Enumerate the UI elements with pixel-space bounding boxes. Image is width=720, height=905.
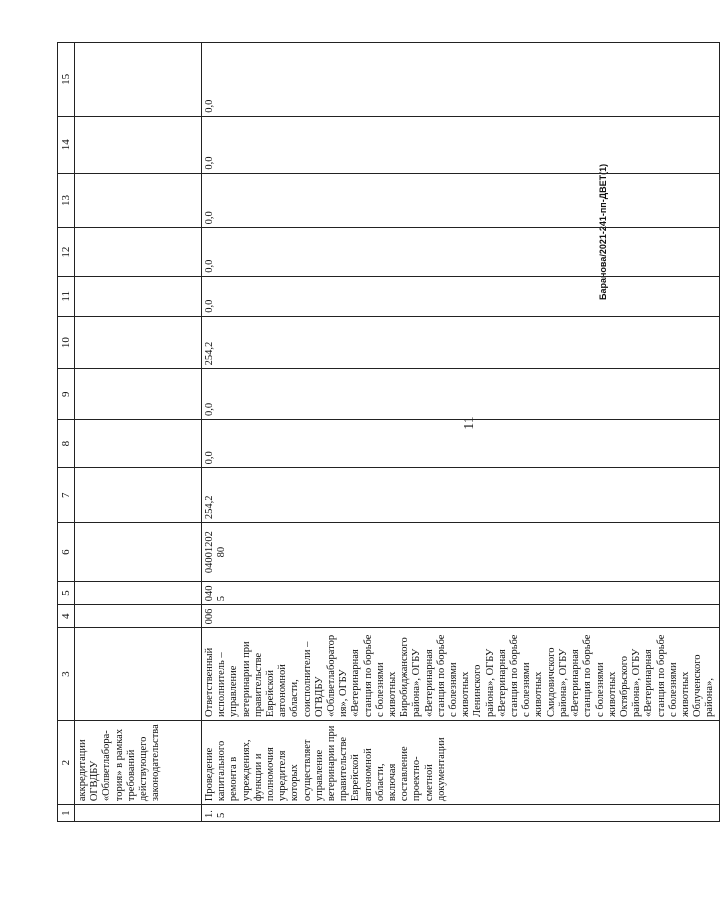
document-code: Баранова/2021-241-пп-ДВЕТ(1) — [598, 163, 608, 300]
column-header: 13 — [58, 173, 75, 228]
value-cell: 0,0 — [202, 369, 720, 420]
section-cell — [75, 582, 202, 605]
column-header: 5 — [58, 582, 75, 605]
executor-cell: Ответственный исполнитель – управление ветеринарии при правительстве Еврейской автономной области, соисполнители – ОГВДБУ «Облветлаборатория», ОГБУ «Ветеринарная станция по борьбе с болезнями животных Биробиджанского района», ОГБУ «Ветеринарная станция по борьбе с болезнями животных Ленинского района», ОГБУ «Ветеринарная станция по борьбе с болезнями животных Смидовичского района», ОГБУ «Ветеринарная станция по борьбе с болезнями животных Октябрьского района», ОГБУ «Ветеринарная станция по борьбе с болезнями животных Облученского района», — [202, 628, 720, 721]
column-header: 1 — [58, 805, 75, 822]
table-row — [202, 43, 720, 822]
value-cell — [75, 173, 202, 228]
page-number: 11 — [462, 416, 477, 430]
grbs-cell: 006 — [202, 605, 720, 628]
activity-name-cell: аккредитации ОГВДБУ «Облветлабора-тория» в рамках требований действующего законодательства — [75, 720, 202, 804]
value-cell — [75, 369, 202, 420]
value-cell: 254,2 — [202, 316, 720, 369]
column-number-row — [58, 43, 75, 822]
column-header: 6 — [58, 523, 75, 582]
value-cell: 0,0 — [202, 419, 720, 467]
grbs-cell — [75, 605, 202, 628]
column-header: 2 — [58, 720, 75, 804]
column-header: 9 — [58, 369, 75, 420]
program-table — [57, 42, 720, 822]
value-cell — [75, 116, 202, 173]
target-article-cell: 04001202 80 — [202, 523, 720, 582]
value-cell: 0,0 — [202, 43, 720, 117]
row-number-cell: 1.5 — [202, 805, 720, 822]
value-cell — [75, 468, 202, 523]
row-number-cell — [75, 805, 202, 822]
value-cell: 254,2 — [202, 468, 720, 523]
column-header: 11 — [58, 276, 75, 316]
column-header: 14 — [58, 116, 75, 173]
value-cell — [75, 316, 202, 369]
activity-name-cell: Проведение капитального ремонта в учреждениях, функции и полномочия учредителя которых осуществляет управление ветеринарии при правительстве Еврейской автономной области, включая составление проектно-сметной документации — [202, 720, 720, 804]
value-cell: 0,0 — [202, 228, 720, 276]
column-header: 10 — [58, 316, 75, 369]
executor-cell — [75, 628, 202, 721]
value-cell: 0,0 — [202, 116, 720, 173]
section-cell: 0405 — [202, 582, 720, 605]
column-header: 8 — [58, 419, 75, 467]
value-cell — [75, 276, 202, 316]
target-article-cell — [75, 523, 202, 582]
column-header: 4 — [58, 605, 75, 628]
table-row — [75, 43, 202, 822]
value-cell — [75, 228, 202, 276]
column-header: 15 — [58, 43, 75, 117]
value-cell: 0,0 — [202, 173, 720, 228]
value-cell — [75, 43, 202, 117]
column-header: 7 — [58, 468, 75, 523]
value-cell: 0,0 — [202, 276, 720, 316]
column-header: 12 — [58, 228, 75, 276]
column-header: 3 — [58, 628, 75, 721]
value-cell — [75, 419, 202, 467]
